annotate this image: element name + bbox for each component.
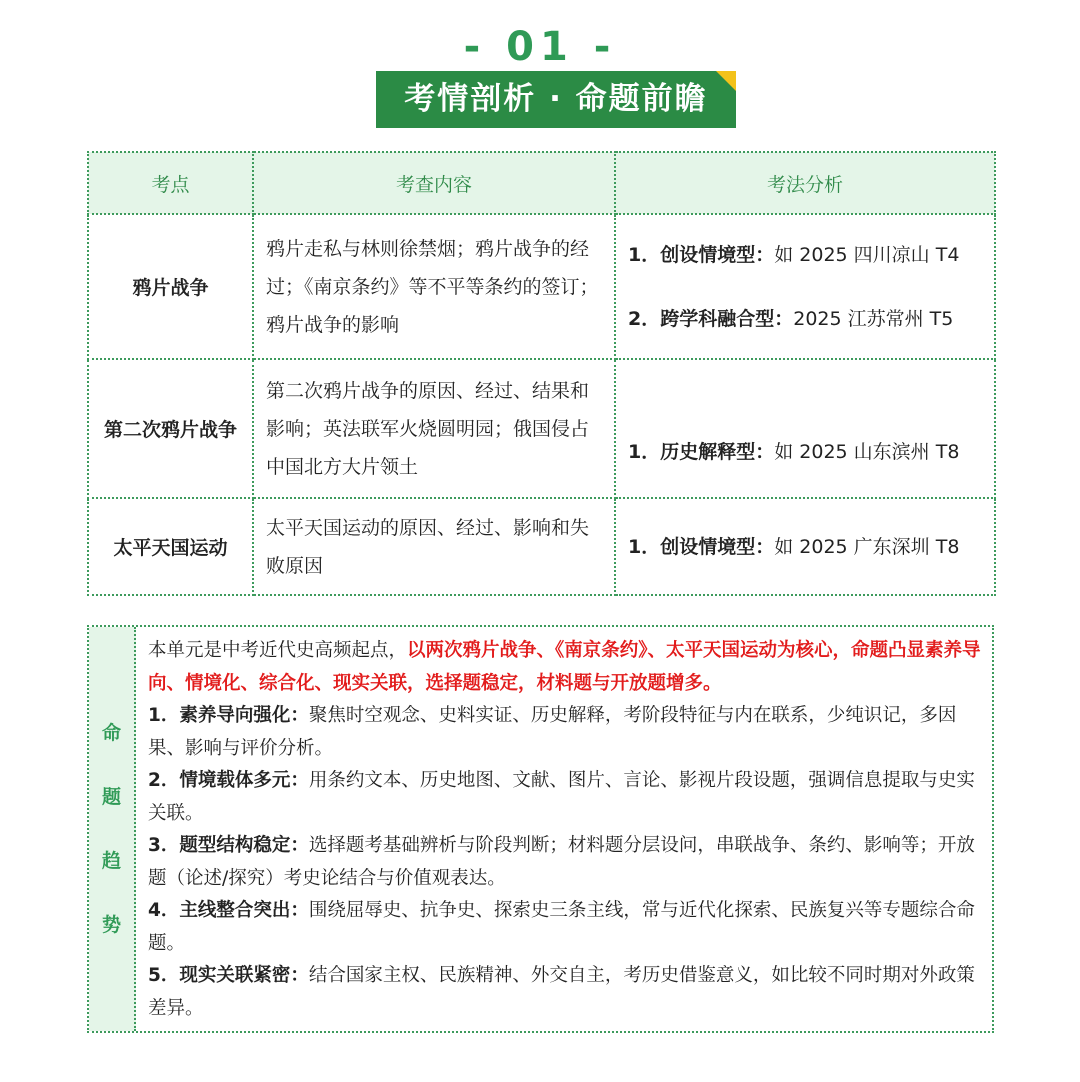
row-content: 鸦片走私与林则徐禁烟；鸦片战争的经过；《南京条约》等不平等条约的签订；鸦片战争的影响 bbox=[253, 214, 615, 359]
row-analysis bbox=[615, 214, 995, 359]
trend-item-text: 用条约文本、历史地图、文献、图片、言论、影视片段设题，强调信息提取与史实关联。 bbox=[148, 770, 975, 824]
row-analysis bbox=[615, 359, 995, 498]
header-exam-analysis: 考法分析 bbox=[615, 152, 995, 214]
analysis-text: 如 2025 广东深圳 T8 bbox=[774, 535, 960, 558]
table-row bbox=[88, 214, 995, 359]
banner-corner-accent bbox=[716, 71, 736, 91]
trend-side-label bbox=[89, 627, 136, 1031]
row-point: 太平天国运动 bbox=[88, 498, 253, 595]
trend-item-label: 4．主线整合突出： bbox=[148, 900, 309, 921]
row-content: 太平天国运动的原因、经过、影响和失败原因 bbox=[253, 498, 615, 595]
exam-analysis-table bbox=[87, 151, 996, 596]
trend-item-text: 选择题考基础辨析与阶段判断；材料题分层设问，串联战争、条约、影响等；开放题（论述/探究）考史论结合与价值观表达。 bbox=[148, 835, 975, 889]
trend-item bbox=[148, 960, 982, 1025]
analysis-item bbox=[628, 433, 982, 471]
trend-item-label: 3．题型结构稳定： bbox=[148, 835, 309, 856]
row-analysis bbox=[615, 498, 995, 595]
section-title-banner: 考情剖析 · 命题前瞻 bbox=[376, 71, 736, 128]
trend-intro bbox=[148, 635, 982, 700]
trend-side-char: 势 bbox=[101, 914, 121, 936]
analysis-label: 1．创设情境型： bbox=[628, 243, 775, 266]
trend-item-label: 5．现实关联紧密： bbox=[148, 965, 309, 986]
row-point: 鸦片战争 bbox=[88, 214, 253, 359]
header-exam-point: 考点 bbox=[88, 152, 253, 214]
header-exam-content: 考查内容 bbox=[253, 152, 615, 214]
trend-item-label: 1．素养导向强化： bbox=[148, 705, 309, 726]
trend-item bbox=[148, 765, 982, 830]
table-row bbox=[88, 498, 995, 595]
trend-item-label: 2．情境载体多元： bbox=[148, 770, 309, 791]
analysis-text: 如 2025 山东滨州 T8 bbox=[774, 441, 960, 463]
analysis-text: 2025 江苏常州 T5 bbox=[793, 307, 954, 330]
trend-side-char: 趋 bbox=[101, 850, 121, 872]
trend-intro-plain: 本单元是中考近代史高频起点， bbox=[148, 640, 408, 661]
analysis-label: 1．创设情境型： bbox=[628, 535, 775, 558]
trend-side-char: 题 bbox=[101, 786, 121, 808]
analysis-item bbox=[628, 236, 982, 274]
table-header-row bbox=[88, 152, 995, 214]
analysis-item bbox=[628, 300, 982, 338]
trend-item bbox=[148, 830, 982, 895]
analysis-label: 2．跨学科融合型： bbox=[628, 307, 794, 330]
analysis-label: 1．历史解释型： bbox=[628, 441, 775, 463]
trend-item bbox=[148, 895, 982, 960]
analysis-item bbox=[628, 528, 982, 566]
trend-item-text: 围绕屈辱史、抗争史、探索史三条主线，常与近代化探索、民族复兴等专题综合命题。 bbox=[148, 900, 975, 954]
trend-intro-highlight: 以两次鸦片战争、《南京条约》、太平天国运动为核心，命题凸显素养导向、情境化、综合化、现实关联，选择题稳定，材料题与开放题增多。 bbox=[148, 640, 981, 694]
table-row bbox=[88, 359, 995, 498]
trend-item-text: 聚焦时空观念、史料实证、历史解释，考阶段特征与内在联系，少纯识记，多因果、影响与评价分析。 bbox=[148, 705, 957, 759]
trend-body bbox=[136, 627, 992, 1031]
trend-item-text: 结合国家主权、民族精神、外交自主，考历史借鉴意义，如比较不同时期对外政策差异。 bbox=[148, 965, 975, 1019]
row-point: 第二次鸦片战争 bbox=[88, 359, 253, 498]
trend-side-char: 命 bbox=[101, 722, 121, 744]
analysis-text: 如 2025 四川凉山 T4 bbox=[774, 243, 960, 266]
section-number: - 01 - bbox=[463, 24, 617, 70]
row-content: 第二次鸦片战争的原因、经过、结果和影响；英法联军火烧圆明园；俄国侵占中国北方大片领土 bbox=[253, 359, 615, 498]
trend-item bbox=[148, 700, 982, 765]
exam-trend-box bbox=[87, 625, 994, 1033]
